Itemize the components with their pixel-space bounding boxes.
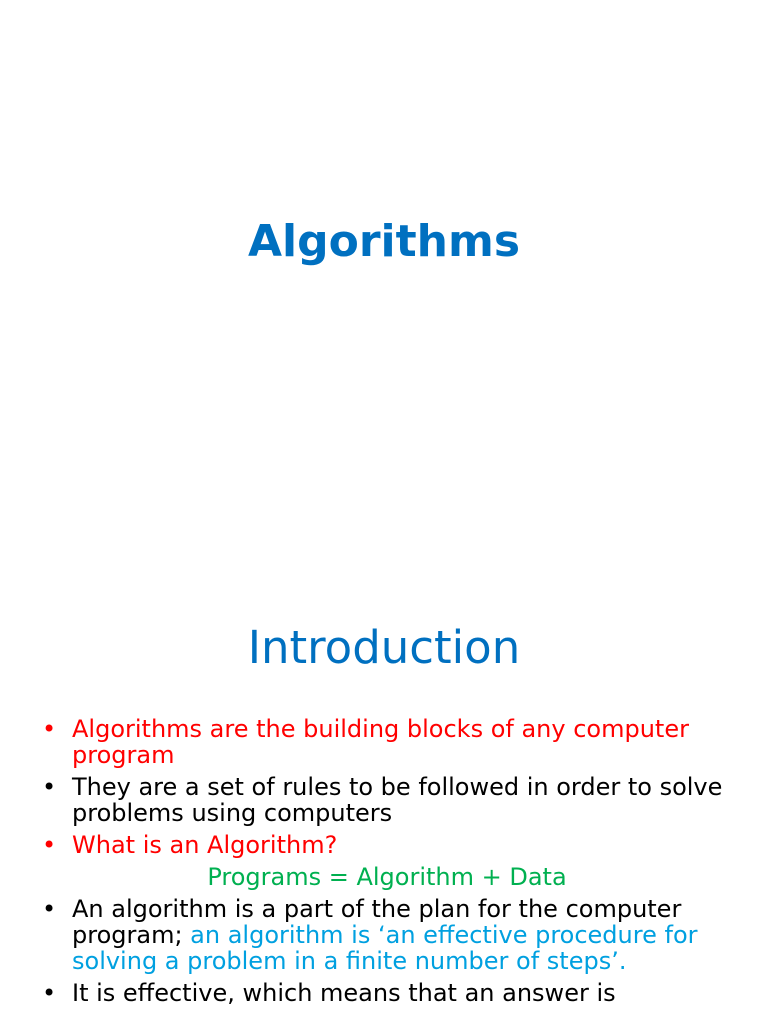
bullet-item-what-is-algorithm [42, 832, 732, 858]
formula-line: Programs = Algorithm + Data [207, 863, 567, 891]
bullet-list [42, 716, 732, 1012]
bullet-text: It is effective, which means that an answer is [72, 979, 616, 1007]
slide-title-introduction: Introduction [247, 621, 521, 674]
bullet-item-definition [42, 896, 732, 974]
slide-title-algorithms: Algorithms [247, 216, 521, 267]
bullet-text: Algorithms are the building blocks of any computer program [72, 715, 689, 769]
bullet-icon: • [42, 831, 57, 859]
bullet-icon: • [42, 773, 57, 801]
bullet-item-effective [42, 980, 732, 1006]
bullet-text: An algorithm is a part of the plan for the computer program; [72, 895, 682, 949]
bullet-text: What is an Algorithm? [72, 831, 338, 859]
bullet-item-building-blocks [42, 716, 732, 768]
bullet-icon: • [42, 715, 57, 743]
definition-quote: an algorithm is ‘an effective procedure for solving a problem in a finite number of steps’. [72, 921, 698, 975]
bullet-item-set-of-rules [42, 774, 732, 826]
bullet-icon: • [42, 895, 57, 923]
bullet-icon: • [42, 979, 57, 1007]
bullet-text: They are a set of rules to be followed in order to solve problems using computers [72, 773, 723, 827]
